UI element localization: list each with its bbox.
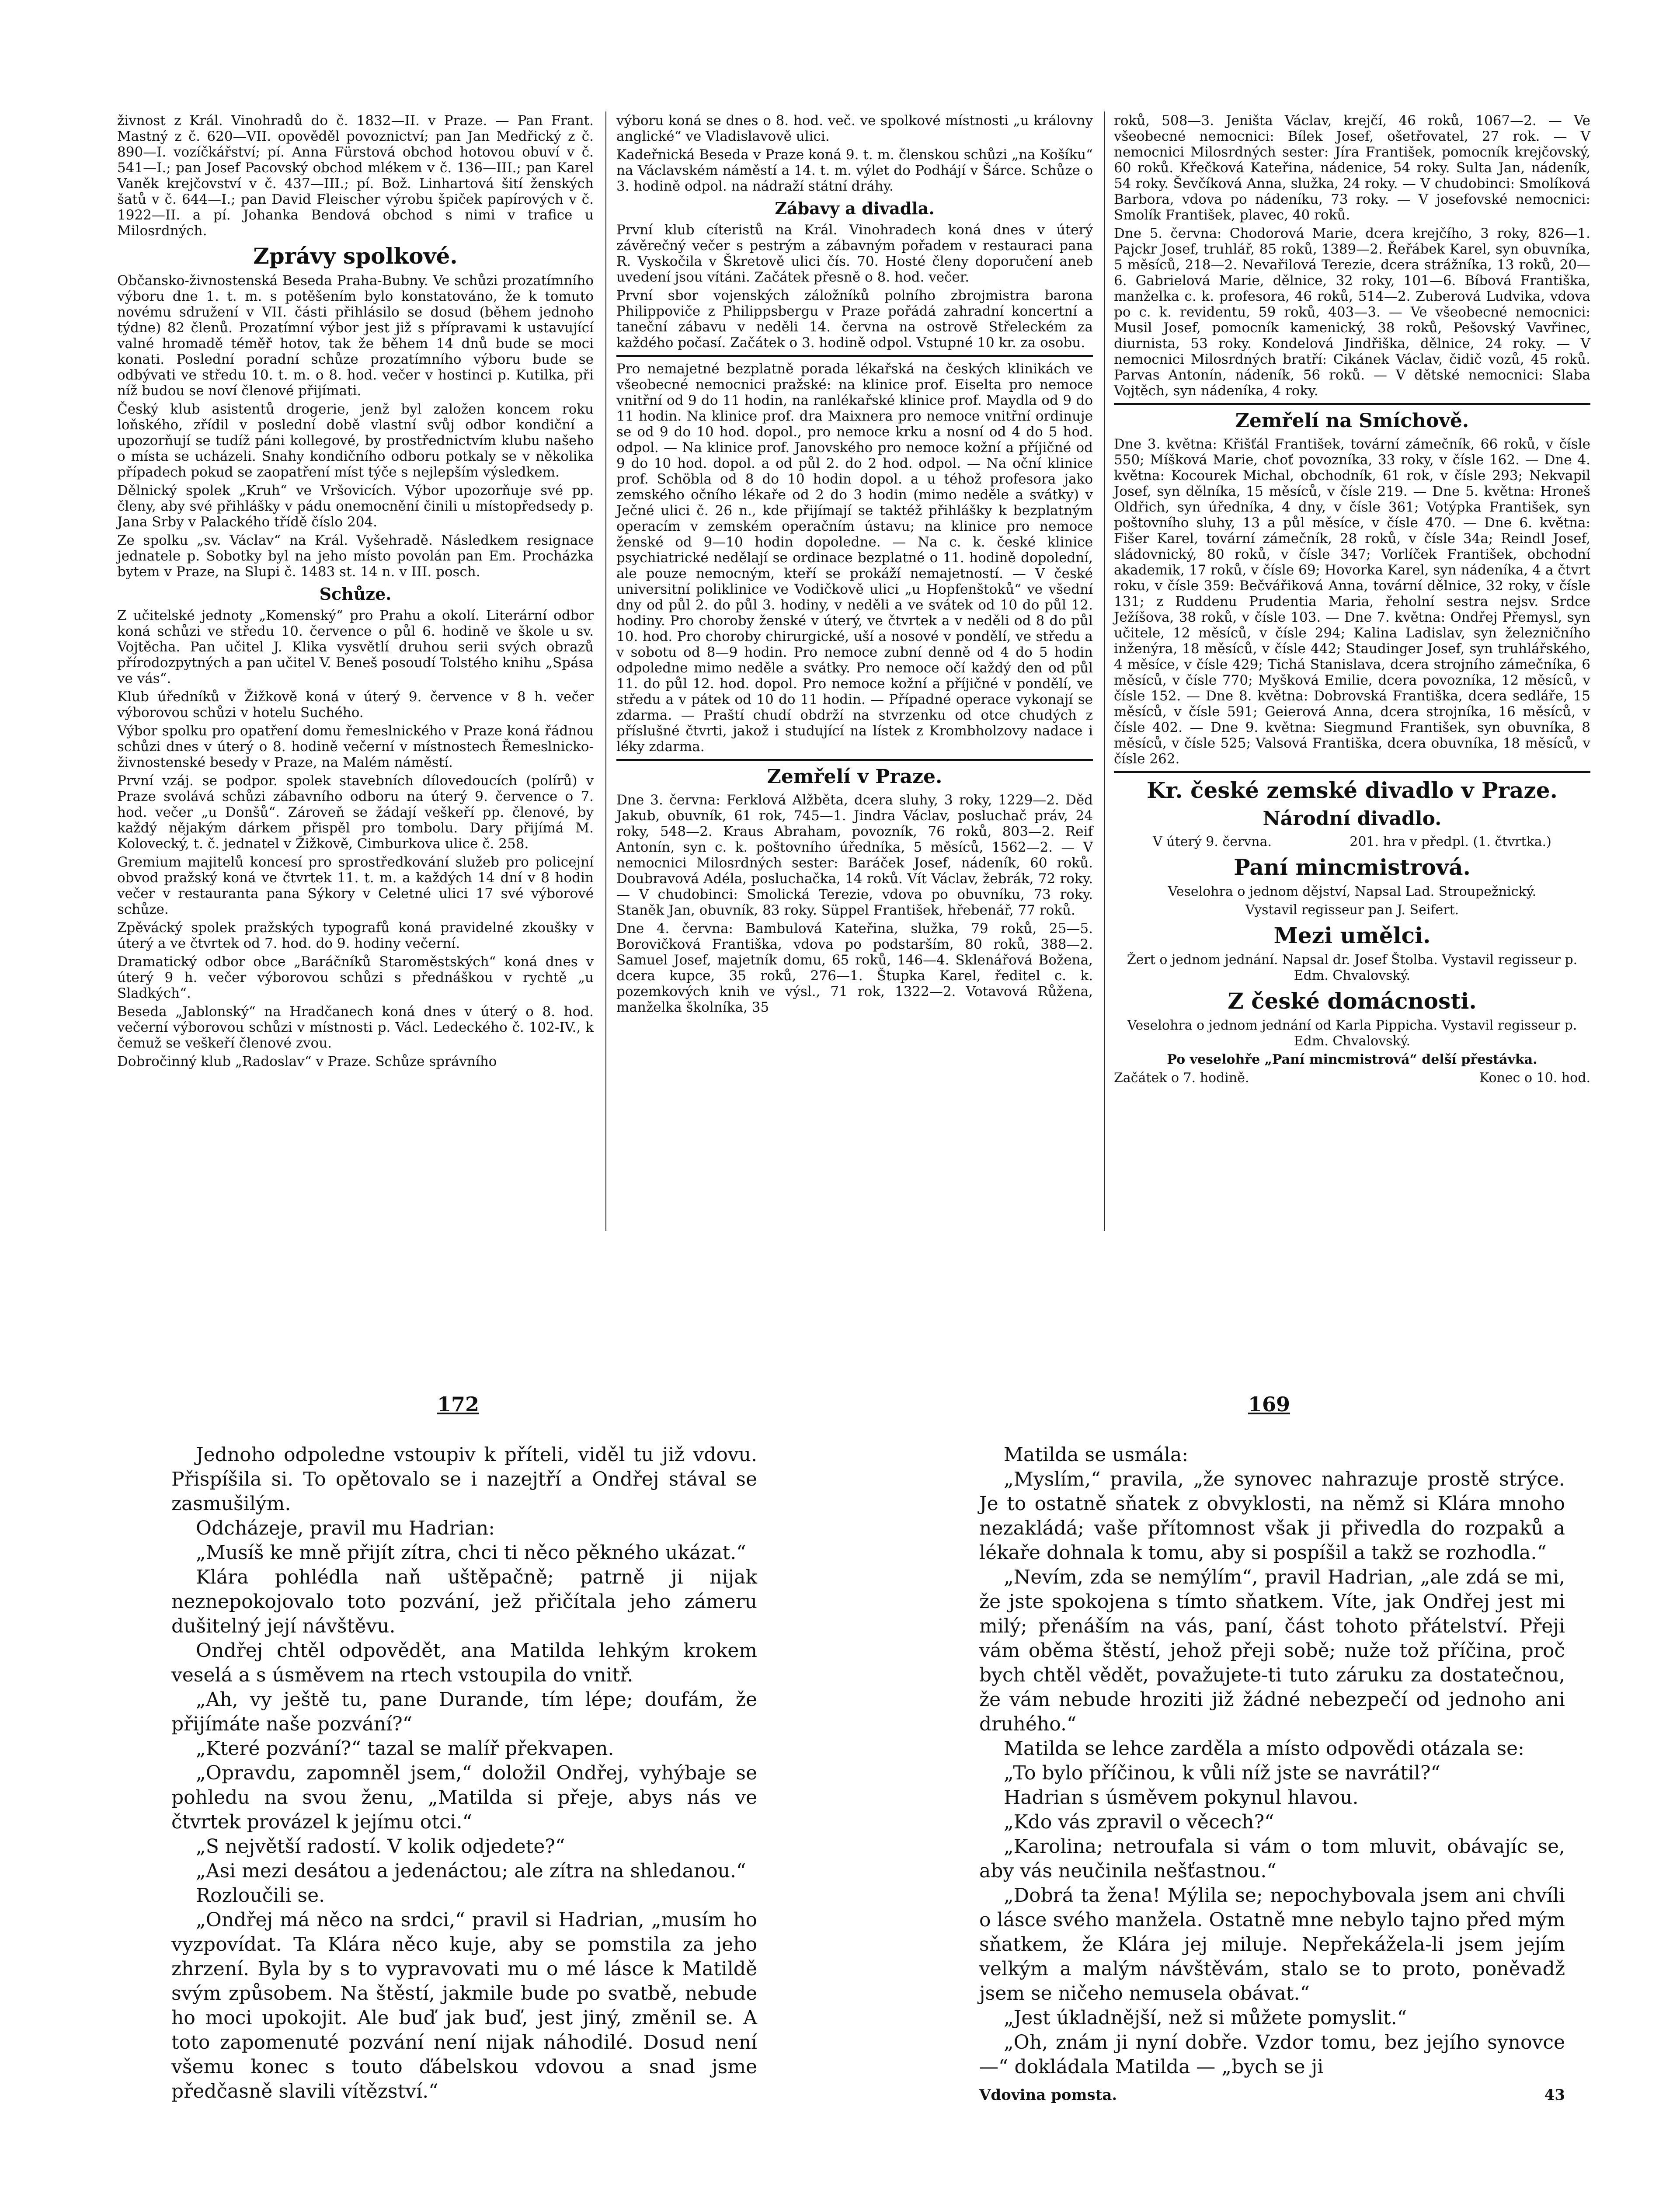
novel-paragraph: Odcházeje, pravil mu Hadrian: <box>196 1517 495 1539</box>
news-item: Beseda „Jablonský“ na Hradčanech koná dnes v úterý o 8. hod. večerní výborovou schůzi v místnosti p. Václ. Ledeckého č. 102-IV., k čemuž se veškeří členové zvou. <box>117 1004 594 1051</box>
news-item: Dne 3. května: Křišťál František, tovární zámečník, 66 roků, v čísle 550; Míšková Marie, choť povozníka, 33 roky, v čísle 162. — Dne 4. května: Kocourek Michal, obchodník, 61 rok, v čísle 293; Nekvapil Josef, syn dělníka, 15 měsíců, v čísle 219. — Dne 5. května: Hroneš Oldřich, syn úředníka, 4 dny, v čísle 361; Votýpka František, syn poštovního sluhy, 13 a půl měsíce, v čísle 470. — Dne 6. května: Fišer Karel, tovární zámečník, 28 roků, v čísle 34a; Reindl Josef, sládovnický, 80 roků, v čísle 347; Vorlíček František, obchodní akademik, 17 roků, v čísle 69; Hovorka Karel, syn nádeníka, 4 a čtvrt roku, v čísle 359: Bečvářiková Anna, tovární dělnice, 32 roky, v čísle 131; z Ruddenu Prudentia Maria, řeholní sestra nejsv. Srdce Ježíšova, 38 roků, v čísle 103. — Dne 7. května: Ondřej Přemysl, syn učitele, 12 měsíců, v čísle 294; Kalina Ladislav, syn železničního inženýra, 18 měsíců, v čísle 442; Staudinger Josef, syn truhlářského, 4 měsíce, v čísle 429; Tichá Stanislava, dcera strojního zámečníka, 6 měsíců, v čísle 770; Myšková Emilie, dcera povozníka, 12 měsíců, v čísle 152. — Dne 8. května: Dobrovská Františka, dcera sedláře, 15 měsíců, v čísle 591; Geierová Anna, dcera strojníka, 16 měsíců, v čísle 402. — Dne 9. května: Siegmund František, syn obuvníka, 8 měsíců, v čísle 525; Valsová Františka, dcera obuvníka, 18 měsíců, v čísle 262. <box>1114 436 1590 767</box>
play-description: Veselohra o jednom jednání od Karla Pippicha. Vystavil regisseur p. Edm. Chvalovský. <box>1127 1018 1577 1049</box>
news-item: Pro nemajetné bezplatně porada lékařská na českých klinikách ve všeobecné nemocnici pražské: na klinice prof. Eiselta pro nemoce vnitřní od 9 do 11 hodin, na ranlékařské klinice prof. Maydla od 9 do 11 hodin. Na klinice prof. dra Maixnera pro nemoce vnitřní ordinuje se od 9 do 10 hod. dopol., pro nemoce krku a nosní od 4 do 5 hod. odpol. — Na klinice prof. Janovského pro nemoce kožní a příjičné od 9 do 10 hod. dopol. a od půl 2. do 2 hod. odpol. — Na oční klinice prof. Schöbla od 8 do 10 hodin dopol. a u téhož profesora jako zemského očního lékaře od 2 do 3 hodin (mimo neděle a svátky) v Ječné ulici č. 26 n., kde přijímají se taktéž přihlášky k bezplatným operacím v zemském operačním ústavu; na klinice pro nemoce ženské od 9—10 hodin dopoledne. — Na c. k. české klinice psychiatrické nedělají se ordinace bezplatné o 11. hodině dopolední, ale pouze nemocným, kteří se prokáží nemajetností. — V české universitní poliklinice ve Vodičkově ulici „u Hopfenštoků“ ve všední dny od půl 2. do půl 3. hodiny, v neděli a ve svátek od 10 do půl 12. hodiny. Pro choroby ženské v úterý, ve čtvrtek a v neděli od 8 do půl 10. hod. Pro choroby chirurgické, uší a nosové v pondělí, ve středu a v sobotu od 8—9 hodin. Pro nemoce zubní denně od 4 do 5 hodin odpoledne mimo neděle a svátky. Pro nemoce očí každý den od půl 11. do půl 12. hod. dopol. Pro nemoce kožní a příjičné v pondělí, ve středu a v pátek od 10 do 11 hodin. — Případné operace vykonají se zdarma. — Praští chudí obdrží na stvrzenku od otce chudých z příslušné čtvrti, jakož i studující na lístek z Krombholzovy nadace i léky zdarma. <box>616 361 1093 755</box>
end-time: Konec o 10. hod. <box>1479 1070 1590 1086</box>
news-column-1 <box>117 113 594 1072</box>
theatre-times <box>1114 1070 1590 1086</box>
news-item: Z učitelské jednoty „Komenský“ pro Prahu a okolí. Literární odbor koná schůzi ve středu 10. července o půl 6. hodině ve škole u sv. Vojtěcha. Pan učitel J. Klika vysvětlí druhou serii svých obrazů přírodozpytných a pan učitel V. Beneš posoudí Tolstého knihu „Spása ve vás“. <box>117 608 594 686</box>
novel-paragraph: „S největší radostí. V kolik odjedete?“ <box>196 1835 565 1858</box>
theatre-date: V úterý 9. června. <box>1153 834 1272 849</box>
novel-paragraph: „Opravdu, zapomněl jsem,“ doložil Ondřej, vyhýbaje se pohledu na svou ženu, „Matilda si přeje, abys nás ve čtvrtek provázel k jejímu otci.“ <box>171 1762 757 1833</box>
news-item: Dobročinný klub „Radoslav“ v Praze. Schůze správního <box>117 1054 497 1069</box>
section-heading-deaths-smichov: Zemřelí na Smíchově. <box>1235 410 1469 432</box>
novel-paragraph: Ondřej chtěl odpovědět, ana Matilda lehkým krokem veselá a s úsměvem na rtech vstoupila do vnitř. <box>171 1640 757 1686</box>
page-footer <box>979 2083 1565 2107</box>
novel-paragraph: Rozloučili se. <box>196 1884 325 1907</box>
novel-paragraph: Matilda se lehce zarděla a místo odpovědi otázala se: <box>1004 1737 1524 1760</box>
news-item: Dne 3. června: Ferklová Alžběta, dcera sluhy, 3 roky, 1229—2. Děd Jakub, obuvník, 61 rok, 745—1. Jindra Václav, posluchač práv, 24 roky, 548—2. Kraus Abraham, povozník, 76 roků, 803—2. Reif Antonín, syn c. k. poštovního úředníka, 5 měsíců, 1562—2. — V nemocnici Milosrdných sester: Baráček Josef, nádeník, 60 roků. Doubravová Adéla, posluchačka, 14 roků. Vít Václav, žebrák, 72 roky. — V chudobinci: Smolická Terezie, vdova po obuvníku, 73 roky. Staněk Jan, obuvník, 83 roky. Süppel František, hřebenář, 77 roků. <box>616 792 1093 918</box>
news-item: roků, 508—3. Jeništa Václav, krejčí, 46 roků, 1067—2. — Ve všeobecné nemocnici: Bílek Josef, ošetřovatel, 27 rok. — V nemocnici Milosrdných sester: Jíra František, pomocník krejčovský, 60 roků. Křečková Kateřina, nádenice, 54 roky. Sulta Jan, nádeník, 54 roky. Ševčíková Anna, služka, 24 roky. — V chudobinci: Smolíková Barbora, vdova po nádeníku, 73 roky. — V josefovské nemocnici: Smolík František, plavec, 40 roků. <box>1114 113 1590 223</box>
news-item: výboru koná se dnes o 8. hod. več. ve spolkové místnosti „u královny anglické“ ve Vladislavově ulici. <box>616 113 1093 144</box>
column-divider <box>605 111 606 1231</box>
play-title: Mezi umělci. <box>1273 922 1431 948</box>
novel-paragraph: „Dobrá ta žena! Mýlila se; nepochybovala jsem ani chvíli o lásce svého manžela. Ostatně mne nebylo tajno před mým sňatkem, že Klára jej miluje. Nepřekážela-li jsem jejím velkým a malým návštěvám, stalo se to proto, poněvadž jsem se ničeho nemusela obávat.“ <box>979 1884 1565 2005</box>
news-item: Kadeřnická Beseda v Praze koná 9. t. m. členskou schůzi „na Košíku“ na Václavském náměstí a 14. t. m. výlet do Podhájí v Šárce. Schůze o 3. hodině odpol. na nádraží státní dráhy. <box>616 147 1093 194</box>
news-item: Dramatický odbor obce „Baráčníků Staroměstských“ koná dnes v úterý 9 h. večer výborovou schůzi s přednáškou v rychtě „u Sladkých“. <box>117 954 594 1001</box>
play-title: Z české domácnosti. <box>1228 988 1477 1014</box>
novel-paragraph: „Kdo vás zpravil o věcech?“ <box>1004 1811 1274 1833</box>
news-item: První vzáj. se podpor. spolek stavebních dílovedoucích (polírů) v Praze svolává schůzi zábavního odboru na úterý 9. července o 7. hod. večer „u Donšů“. Zároveň se žádají veškeří pp. členové, by každý nějakým dárkem přispěl pro tombolu. Dary přijímá M. Kolovecký, t. č. jednatel v Žižkově, Cimburkova ulice č. 258. <box>117 773 594 852</box>
novel-paragraph: „To bylo příčinou, k vůli níž jste se navrátil?“ <box>1004 1762 1441 1784</box>
novel-page-right <box>979 1443 1565 2107</box>
novel-paragraph: Jednoho odpoledne vstoupiv k příteli, viděl tu již vdovu. Přispíšila si. To opětovalo se i nazejtří a Ondřej stával se zasmušilým. <box>171 1444 757 1515</box>
book-title-footer: Vdovina pomsta. <box>979 2086 1117 2104</box>
page-number-right: 169 <box>1248 1392 1290 1416</box>
news-item: Zpěvácký spolek pražských typografů koná pravidelné zkoušky v úterý a ve čtvrtek od 7. hod. do 9. hodiny večerní. <box>117 920 594 951</box>
play-title: Paní mincmistrová. <box>1234 854 1471 880</box>
theatre-subtitle: Národní divadlo. <box>1263 808 1442 830</box>
play-description: Žert o jednom jednání. Napsal dr. Josef Štolba. Vystavil regisseur p. Edm. Chvalovský. <box>1127 952 1578 983</box>
play-director: Vystavil regisseur pan J. Seifert. <box>1245 902 1459 918</box>
signature-number: 43 <box>1544 2086 1565 2104</box>
theatre-date-row <box>1114 834 1590 850</box>
novel-paragraph: „Ah, vy ještě tu, pane Durande, tím lépe; doufám, že přijímáte naše pozvání?“ <box>171 1688 757 1735</box>
news-item: Ze spolku „sv. Václav“ na Král. Vyšehradě. Následkem resignace jednatele p. Sobotky byl na jeho místo povolán pan Em. Procházka bytem v Praze, na Slupi č. 1483 st. 14 n. v III. posch. <box>117 533 594 580</box>
play-description: Veselohra o jednom dějství, Napsal Lad. Stroupežnický. <box>1168 884 1537 899</box>
news-column-2 <box>616 113 1093 1018</box>
divider-rule <box>1114 403 1590 405</box>
page-number-left: 172 <box>437 1392 480 1416</box>
novel-paragraph: „Které pozvání?“ tazal se malíř překvapen. <box>196 1737 614 1760</box>
novel-paragraph: „Musíš ke mně přijít zítra, chci ti něco pěkného ukázat.“ <box>196 1542 746 1564</box>
novel-paragraph: „Oh, znám ji nyní dobře. Vzdor tomu, bez jejího synovce —“ dokládala Matilda — „bych se ji <box>979 2031 1565 2078</box>
novel-paragraph: „Jest úkladnější, než si můžete pomyslit.“ <box>1004 2007 1407 2029</box>
novel-paragraph: Klára pohlédla naň uštěpačně; patrně ji nijak neznepokojovalo toto pozvání, jež přičítala jeho zámeru dušitelný její návštěvu. <box>171 1566 757 1637</box>
news-item: Klub úředníků v Žižkově koná v úterý 9. července v 8 h. večer výborovou schůzi v hotelu Suchého. <box>117 689 594 721</box>
news-item: Občansko-živnostenská Beseda Praha-Bubny. Ve schůzi prozatímního výboru dne 1. t. m. s potěšením bylo konstatováno, že k tomuto novému sdružení v VII. části přihlásilo se dosud (během jednoho týdne) 82 členů. Prozatímní výbor jest již s přípravami k ustavující valné hromadě téměř hotov, tak že během 14 dnů bude se moci konati. Poslední poradní schůze prozatímního výboru bude se odbývati ve středu 10. t. m. o 8. hod. večer v hostinci p. Kutilka, při níž budou se noví členové přijímati. <box>117 273 594 399</box>
theatre-title: Kr. české zemské divadlo v Praze. <box>1147 777 1558 803</box>
theatre-subscription: 201. hra v předpl. (1. čtvrtka.) <box>1350 834 1551 849</box>
news-item: Výbor spolku pro opatření domu řemeslnického v Praze koná řádnou schůzi dnes v úterý o 8. hodině večerní v místnostech Řemeslnicko-živnostenské besedy v Praze, na Malém náměstí. <box>117 723 594 770</box>
start-time: Začátek o 7. hodině. <box>1114 1070 1249 1086</box>
news-item: První sbor vojenských záložníků polního zbrojmistra barona Philippoviče z Philippsbergu v Praze pořádá zahradní koncertní a taneční zábavu v neděli 14. června na ostrově Střeleckém za každého počasí. Začátek o 3. hodině odpol. Vstupné 10 kr. za osobu. <box>616 288 1093 351</box>
news-item: Gremium majitelů koncesí pro sprostředkování služeb pro policejní obvod pražský koná ve čtvrtek 11. t. m. a každých 14 dní v 8 hodin večer v restauranta pana Sýkory v Celetné ulici 17 své výborové schůze. <box>117 854 594 917</box>
divider-rule <box>1114 771 1590 773</box>
news-item: Dne 5. června: Chodorová Marie, dcera krejčího, 3 roky, 826—1. Pajckr Josef, truhlář, 85 roků, 1389—2. Řeřábek Karel, syn obuvníka, 5 měsíců, 218—2. Nevařilová Terezie, dcera strážníka, 13 roků, 20—6. Gabrielová Marie, dělnice, 32 roky, 101—6. Bíbová Františka, manželka c. k. profesora, 46 roků, 514—2. Zuberová Ludvika, vdova po c. k. revidentu, 59 roků, 403—3. — Ve všeobecné nemocnici: Musil Josef, pomocník kamenický, 38 roků, Pešovský Vavřinec, diurnista, 53 roky. Kondelová Jindřiška, dělnice, 24 roky. — V nemocnici Milosrdných bratří: Cikánek Václav, čidič vozů, 45 roků. Parvas Antonín, nádeník, 56 roků. — V dětské nemocnici: Slaba Vojtěch, syn nádeníka, 4 roky. <box>1114 226 1590 399</box>
news-item: První klub cíteristů na Král. Vinohradech koná dnes v úterý závěrečný večer s pestrým a zábavným pořadem v restauraci pana R. Vyskočila v Škretově ulici čís. 70. Hosté členy doporučení aneb uvedení jsou vítáni. Začátek přesně o 8. hod. večer. <box>616 222 1093 285</box>
divider-rule <box>616 355 1093 357</box>
news-column-3 <box>1114 113 1590 1086</box>
trade-register-text: živnost z Král. Vinohradů do č. 1832—II. v Praze. — Pan Frant. Mastný z č. 620—VII. opověděl povoznictví; pan Jan Medřický z č. 890—I. vozíčkářství; pí. Anna Fürstová obchod hotovou obuví v č. 541—I.; pan Josef Pacovský obchod mlékem v č. 136—III.; pan Karel Vaněk krejčovství v č. 437—III.; pí. Bož. Linhartová šití ženských šatů v č. 644—I.; pan David Fleischer výrobu špiček papírových v č. 1922—II. a pí. Johanka Bendová obchod s nimi v trafice u Milosrdných. <box>117 113 594 239</box>
section-heading-meetings: Schůze. <box>319 584 392 604</box>
novel-paragraph: „Karolina; netroufala si vám o tom mluvit, obávajíc se, aby vás neučinila nešťastnou.“ <box>979 1835 1565 1882</box>
news-item: Český klub asistentů drogerie, jenž byl založen koncem roku loňského, zřídil v poslední době vlastní svůj odbor kondiční a upozorňují se tudíž páni kollegové, by prostřednictvím klubu našeho o místa se ucházeli. Snahy kondičního odboru potkaly se v několika případech pokud se zaopatření míst týče s nejlepším výsledkem. <box>117 401 594 480</box>
divider-rule <box>616 759 1093 761</box>
section-heading-deaths-prague: Zemřelí v Praze. <box>767 766 943 788</box>
novel-paragraph: Matilda se usmála: <box>1004 1444 1189 1466</box>
section-heading-club-news: Zprávy spolkové. <box>253 243 458 269</box>
news-item: Dělnický spolek „Kruh“ ve Vršovicích. Výbor upozorňuje své pp. členy, aby své přihlášky v pádu onemocnění činili u místopředsedy p. Jana Srby v Palackého třídě číslo 204. <box>117 483 594 530</box>
novel-paragraph: Hadrian s úsměvem pokynul hlavou. <box>1004 1786 1359 1809</box>
novel-paragraph: „Asi mezi desátou a jedenáctou; ale zítra na shledanou.“ <box>196 1860 746 1882</box>
intermission-note: Po veselohře „Paní mincmistrová“ delší přestávka. <box>1167 1052 1537 1067</box>
novel-paragraph: „Myslím,“ pravila, „že synovec nahrazuje prostě strýce. Je to ostatně sňatek z obvyklosti, na němž si Klára mnoho nezakládá; vaše přítomnost však ji přivedla do rozpaků a lékaře dohnala k tomu, aby si pospíšil a takž se rozhodla.“ <box>979 1468 1565 1564</box>
novel-paragraph: „Ondřej má něco na srdci,“ pravil si Hadrian, „musím ho vyzpovídat. Ta Klára něco kuje, aby se pomstila za jeho zhrzení. Byla by s to vypravovati mu o mé lásce k Matildě svým způsobem. Na štěstí, jakmile bude po svatbě, nebude ho moci upokojit. Ale buď jak buď, jest jiný, změnil se. A toto zapomenuté pozvání není nijak náhodilé. Dosud není všemu konec s touto ďábelskou vdovou a snad jsme předčasně slavili vítězství.“ <box>171 1909 757 2102</box>
novel-paragraph: „Nevím, zda se nemýlím“, pravil Hadrian, „ale zdá se mi, že jste spokojena s tímto sňatkem. Víte, jak Ondřej jest mi milý; přenáším na vás, paní, část tohoto přátelství. Přeji vám oběma štěstí, jehož přeji sobě; nuže tož příčina, proč bych chtěl vědět, považujete-ti tuto záruku za dostatečnou, že vám nebude hroziti již žádné nebezpečí od jednoho ani druhého.“ <box>979 1566 1565 1735</box>
news-item: Dne 4. června: Bambulová Kateřina, služka, 79 roků, 25—5. Borovičková Františka, vdova po podstarším, 80 roků, 388—2. Samuel Josef, majetník domu, 65 roků, 146—4. Sklenářová Božena, dcera kupce, 35 roků, 276—1. Štupka Karel, ředitel c. k. pozemkových knih ve výsl., 71 rok, 1322—2. Votavová Růžena, manželka školníka, 35 <box>616 921 1093 1015</box>
column-divider <box>1104 111 1105 1231</box>
novel-page-left <box>171 1443 757 2104</box>
section-heading-entertainment: Zábavy a divadla. <box>775 198 935 218</box>
